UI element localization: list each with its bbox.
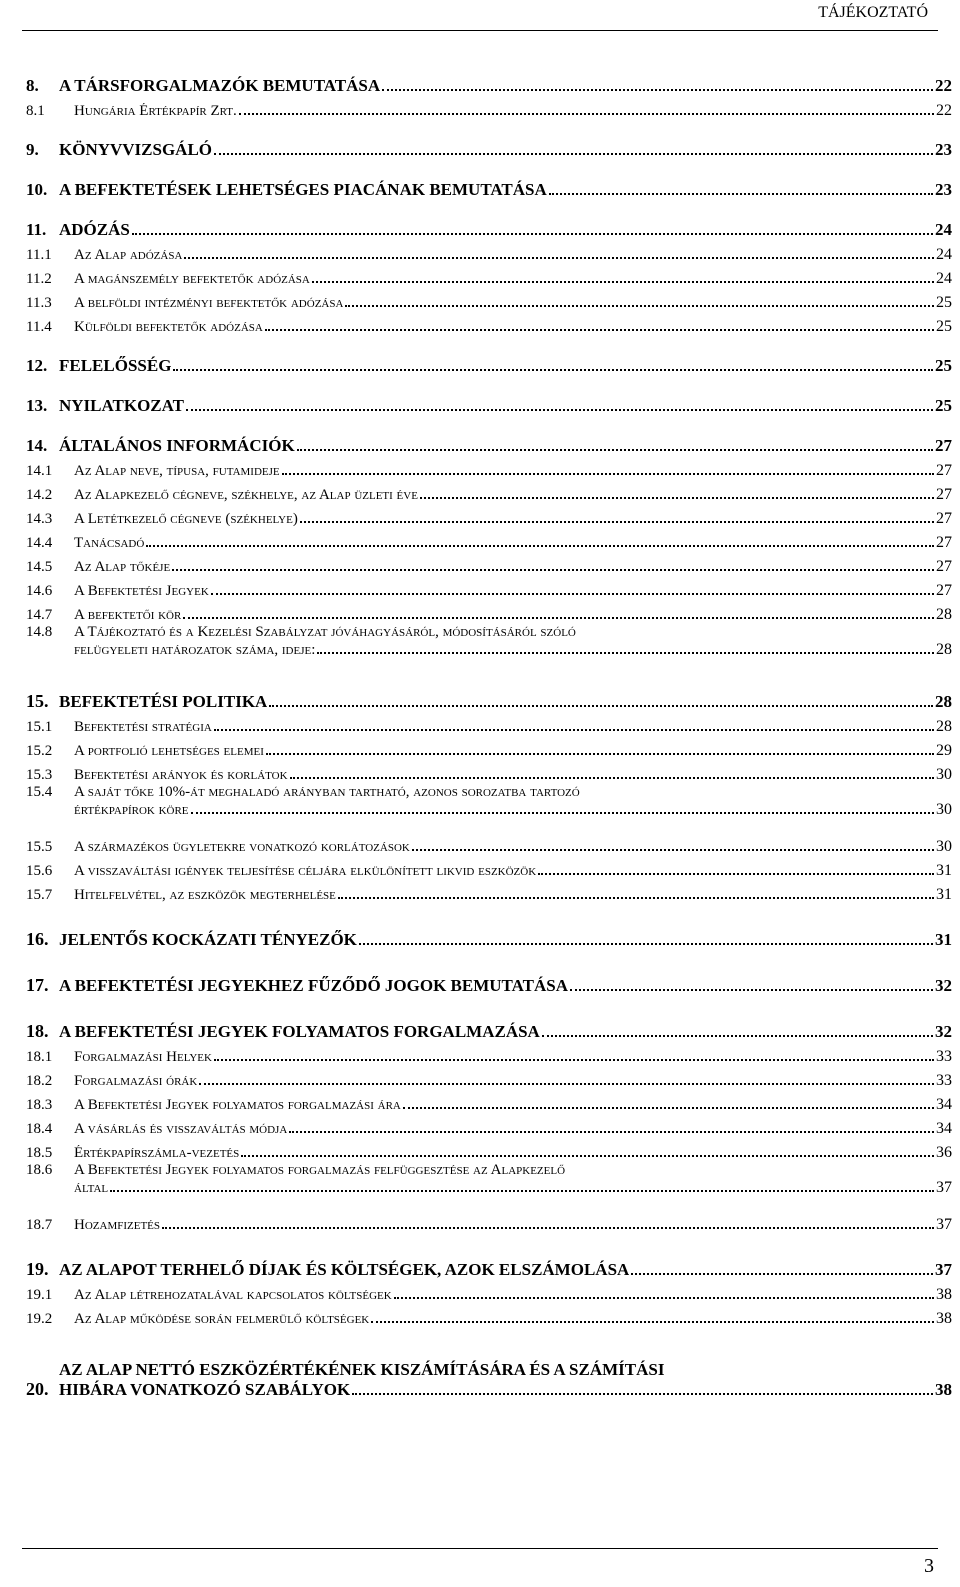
toc-entry-title: A származékos ügyletekre vonatkozó korlátozások (74, 839, 410, 855)
dot-leader (570, 989, 933, 991)
toc-entry-number: 17. (26, 975, 49, 995)
dot-leader (317, 652, 934, 654)
dot-leader (266, 753, 934, 755)
toc-entry-page: 25 (935, 356, 952, 375)
toc-entry-number: 14.2 (26, 487, 53, 503)
toc-entry-page: 27 (936, 558, 952, 575)
toc-entry[interactable] (26, 624, 952, 672)
toc-entry-title: A BEFEKTETÉSI JEGYEKHEZ FŰZŐDŐ JOGOK BEMUTATÁSA (59, 976, 568, 995)
toc-entry[interactable] (26, 1210, 952, 1234)
toc-entry-page: 27 (936, 462, 952, 479)
dot-leader (191, 812, 934, 814)
toc-entry-number: 19. (26, 1259, 49, 1279)
toc-entry-title: Az Alap létrehozatalával kapcsolatos költségek (74, 1287, 392, 1303)
toc-entry[interactable] (26, 1114, 952, 1138)
dot-leader (297, 449, 933, 451)
toc-entry-page: 27 (936, 486, 952, 503)
toc-entry[interactable] (26, 176, 952, 200)
toc-entry-number: 18.6 (26, 1162, 53, 1178)
toc-entry-title: BEFEKTETÉSI POLITIKA (59, 692, 268, 711)
toc-entry-title-continued: által (74, 1180, 109, 1196)
toc-entry-number: 15.2 (26, 743, 53, 759)
toc-entry-title-continued: értékpapírok köre (74, 802, 189, 818)
toc-entry-number: 14.8 (26, 624, 53, 640)
dot-leader (382, 89, 933, 91)
dot-leader (173, 369, 933, 371)
dot-leader (146, 545, 934, 547)
dot-leader (338, 897, 934, 899)
toc-entry-page: 30 (936, 838, 952, 855)
toc-entry-page: 37 (935, 1260, 952, 1279)
toc-entry-title: A BEFEKTETÉSEK LEHETSÉGES PIACÁNAK BEMUTATÁSA (59, 180, 547, 199)
toc-entry-number: 14. (26, 436, 48, 455)
toc-entry[interactable] (26, 600, 952, 624)
toc-entry-page: 27 (936, 534, 952, 551)
toc-entry-title: A Befektetési Jegyek folyamatos forgalmazás felfüggesztése az Alapkezelő (74, 1162, 566, 1178)
toc-entry-page: 29 (936, 742, 952, 759)
dot-leader (214, 729, 934, 731)
toc-entry[interactable] (26, 856, 952, 880)
toc-entry[interactable] (26, 504, 952, 528)
toc-entry[interactable] (26, 264, 952, 288)
toc-entry-title: NYILATKOZAT (59, 396, 185, 415)
toc-entry[interactable] (26, 96, 952, 120)
toc-entry[interactable] (26, 1138, 952, 1162)
toc-entry-title: A Tájékoztató és a Kezelési Szabályzat jóváhagyásáról, módosításáról szóló (74, 624, 576, 640)
dot-leader (403, 1107, 934, 1109)
toc-entry-page: 31 (936, 862, 952, 879)
toc-entry-page: 38 (936, 1310, 952, 1327)
toc-entry[interactable] (26, 528, 952, 552)
toc-entry-number: 13. (26, 396, 48, 415)
dot-leader (289, 1131, 934, 1133)
toc-entry[interactable] (26, 456, 952, 480)
toc-entry-page: 34 (936, 1096, 952, 1113)
toc-entry[interactable] (26, 972, 952, 996)
toc-entry[interactable] (26, 352, 952, 376)
toc-entry[interactable] (26, 1066, 952, 1090)
toc-entry-number: 19.2 (26, 1311, 53, 1327)
toc-entry-number: 18.4 (26, 1121, 53, 1137)
toc-entry-number: 18.2 (26, 1073, 53, 1089)
toc-entry-page: 27 (936, 582, 952, 599)
toc-entry-page: 30 (936, 766, 952, 783)
toc-entry-title: Hozamfizetés (74, 1217, 160, 1233)
toc-entry[interactable] (26, 312, 952, 336)
dot-leader (345, 305, 934, 307)
toc-entry-page: 24 (936, 270, 952, 287)
toc-entry-page: 36 (936, 1144, 952, 1161)
toc-entry-number: 12. (26, 356, 48, 375)
toc-entry-title: A visszaváltási igények teljesítése céljára elkülönített likvid eszközök (74, 863, 537, 879)
toc-entry[interactable] (26, 1018, 952, 1042)
toc-entry-page: 25 (936, 294, 952, 311)
toc-entry-number: 18.7 (26, 1217, 53, 1233)
toc-entry[interactable] (26, 136, 952, 160)
dot-leader (239, 113, 934, 115)
dot-leader (162, 1227, 934, 1229)
toc-entry-title: A belföldi intézményi befektetők adózása (74, 295, 344, 311)
toc-entry-page: 37 (936, 1216, 952, 1233)
dot-leader (538, 873, 934, 875)
toc-entry[interactable] (26, 832, 952, 856)
toc-entry[interactable] (26, 72, 952, 96)
dot-leader (110, 1190, 934, 1192)
toc-entry-number: 11.4 (26, 319, 52, 335)
toc-entry-title: A Befektetési Jegyek (74, 583, 209, 599)
toc-entry-title: A befektetői kör (74, 607, 182, 623)
toc-entry-title: JELENTŐS KOCKÁZATI TÉNYEZŐK (59, 930, 357, 949)
toc-entry-title: A Letétkezelő cégneve (székhelye) (74, 511, 298, 527)
dot-leader (214, 1059, 934, 1061)
toc-entry-title: KÖNYVVIZSGÁLÓ (59, 140, 213, 159)
toc-entry-title: AZ ALAPOT TERHELŐ DÍJAK ÉS KÖLTSÉGEK, AZOK ELSZÁMOLÁSA (59, 1260, 630, 1279)
toc-entry-title: Az Alapkezelő cégneve, székhelye, az Alap üzleti éve (74, 487, 418, 503)
toc-entry-page: 38 (935, 1380, 952, 1399)
toc-entry[interactable] (26, 784, 952, 832)
dot-leader (631, 1273, 933, 1275)
toc-entry-title: Forgalmazási órák (74, 1073, 198, 1089)
toc-entry-page: 27 (936, 510, 952, 527)
toc-entry-number: 15.5 (26, 839, 53, 855)
toc-entry[interactable] (26, 688, 952, 712)
toc-entry[interactable] (26, 1280, 952, 1304)
toc-entry[interactable] (26, 432, 952, 456)
toc-entry-number: 8. (26, 76, 39, 95)
toc-entry-title: Hungária Értékpapír Zrt. (74, 103, 237, 119)
toc-entry[interactable] (26, 1090, 952, 1114)
toc-entry-page: 28 (936, 718, 952, 735)
page-number: 3 (924, 1555, 934, 1577)
toc-entry-title: Forgalmazási Helyek (74, 1049, 212, 1065)
toc-entry-title: Tanácsadó (74, 535, 145, 551)
toc-entry-number: 8.1 (26, 103, 45, 119)
toc-entry-page: 28 (936, 641, 952, 658)
toc-entry-number: 14.1 (26, 463, 53, 479)
toc-entry-number: 11.1 (26, 247, 52, 263)
toc-entry-title: A saját tőke 10%-át meghaladó arányban tartható, azonos sorozatba tartozó (74, 784, 580, 800)
toc-entry-number: 18.3 (26, 1097, 53, 1113)
dot-leader (394, 1297, 934, 1299)
dot-leader (132, 233, 933, 235)
dot-leader (542, 1035, 933, 1037)
toc-entry-number: 14.7 (26, 607, 53, 623)
toc-entry[interactable] (26, 552, 952, 576)
dot-leader (269, 705, 933, 707)
toc-entry-number: 9. (26, 140, 39, 159)
toc-entry-title: A TÁRSFORGALMAZÓK BEMUTATÁSA (59, 76, 381, 95)
toc-entry-page: 25 (936, 318, 952, 335)
dot-leader (183, 617, 934, 619)
toc-entry-number: 11.2 (26, 271, 52, 287)
toc-entry-number: 11.3 (26, 295, 52, 311)
dot-leader (300, 521, 934, 523)
toc-entry-title: ÁLTALÁNOS INFORMÁCIÓK (59, 436, 295, 455)
toc-entry-page: 38 (936, 1286, 952, 1303)
toc-entry-number: 11. (26, 220, 47, 239)
toc-entry[interactable] (26, 1162, 952, 1210)
footer-rule (22, 1548, 938, 1549)
toc-entry-title: A BEFEKTETÉSI JEGYEK FOLYAMATOS FORGALMAZÁSA (59, 1022, 540, 1041)
toc-entry-title: Külföldi befektetők adózása (74, 319, 263, 335)
toc-entry-number: 15.6 (26, 863, 53, 879)
toc-entry-number: 15. (26, 691, 49, 711)
toc-entry-number: 14.5 (26, 559, 53, 575)
toc-entry[interactable] (26, 880, 952, 904)
toc-entry-number: 18.5 (26, 1145, 53, 1161)
toc-entry-title: Az Alap tőkéje (74, 559, 171, 575)
toc-entry-page: 24 (936, 246, 952, 263)
toc-entry[interactable] (26, 392, 952, 416)
toc-entry[interactable] (26, 240, 952, 264)
toc-entry-page: 33 (936, 1072, 952, 1089)
toc-entry-page: 33 (936, 1048, 952, 1065)
toc-entry-page: 24 (935, 220, 952, 239)
toc-entry-title: A portfolió lehetséges elemei (74, 743, 264, 759)
dot-leader (265, 329, 934, 331)
toc-entry-number: 15.7 (26, 887, 53, 903)
dot-leader (371, 1321, 934, 1323)
toc-entry-title: AZ ALAP NETTÓ ESZKÖZÉRTÉKÉNEK KISZÁMÍTÁSÁRA ÉS A SZÁMÍTÁSI (59, 1360, 665, 1379)
toc-entry-number: 19.1 (26, 1287, 53, 1303)
toc-entry[interactable] (26, 1042, 952, 1066)
toc-entry-title: A vásárlás és visszaváltás módja (74, 1121, 288, 1137)
toc-entry[interactable] (26, 480, 952, 504)
toc-entry[interactable] (26, 216, 952, 240)
dot-leader (359, 943, 933, 945)
toc-entry-number: 18. (26, 1021, 49, 1041)
toc-entry[interactable] (26, 926, 952, 950)
toc-entry-title-continued: felügyeleti határozatok száma, ideje: (74, 642, 316, 658)
toc-entry-page: 30 (936, 801, 952, 818)
toc-entry-page: 27 (935, 436, 952, 455)
toc-entry-title: Befektetési stratégia (74, 719, 212, 735)
dot-leader (312, 281, 934, 283)
table-of-contents (26, 72, 952, 1400)
toc-entry-number: 14.6 (26, 583, 53, 599)
toc-entry-title: A magánszemély befektetők adózása (74, 271, 310, 287)
dot-leader (172, 569, 934, 571)
dot-leader (282, 473, 934, 475)
toc-entry-number: 14.4 (26, 535, 53, 551)
toc-entry-page: 28 (935, 692, 952, 711)
toc-entry[interactable] (26, 712, 952, 736)
dot-leader (241, 1155, 934, 1157)
toc-entry[interactable] (26, 1350, 952, 1400)
dot-leader (290, 777, 934, 779)
toc-entry-page: 28 (936, 606, 952, 623)
toc-entry-page: 34 (936, 1120, 952, 1137)
toc-entry-number: 15.3 (26, 767, 53, 783)
toc-entry-page: 23 (935, 180, 952, 199)
dot-leader (199, 1083, 934, 1085)
toc-entry-title: Az Alap működése során felmerülő költségek (74, 1311, 370, 1327)
toc-entry-title: Az Alap neve, típusa, futamideje (74, 463, 280, 479)
toc-entry-number: 10. (26, 180, 48, 199)
toc-entry-page: 32 (935, 1022, 952, 1041)
toc-entry-title: Értékpapírszámla-vezetés (74, 1145, 240, 1161)
dot-leader (420, 497, 934, 499)
toc-entry[interactable] (26, 1304, 952, 1328)
toc-entry-title: FELELŐSSÉG (59, 356, 172, 375)
toc-entry-title-continued: HIBÁRA VONATKOZÓ SZABÁLYOK (59, 1380, 351, 1399)
dot-leader (211, 593, 934, 595)
toc-entry-title: Befektetési arányok és korlátok (74, 767, 288, 783)
dot-leader (549, 193, 933, 195)
dot-leader (214, 153, 933, 155)
toc-entry[interactable] (26, 1256, 952, 1280)
toc-entry-number: 20. (26, 1379, 49, 1399)
toc-entry-title: Az Alap adózása (74, 247, 183, 263)
toc-entry-number: 15.1 (26, 719, 53, 735)
toc-entry[interactable] (26, 576, 952, 600)
toc-entry-title: Hitelfelvétel, az eszközök megterhelése (74, 887, 336, 903)
toc-entry-page: 31 (935, 930, 952, 949)
dot-leader (186, 409, 933, 411)
toc-entry[interactable] (26, 760, 952, 784)
toc-entry-page: 31 (936, 886, 952, 903)
toc-entry-page: 37 (936, 1179, 952, 1196)
toc-entry-page: 32 (935, 976, 952, 995)
dot-leader (184, 257, 934, 259)
toc-entry-title: ADÓZÁS (59, 220, 130, 239)
dot-leader (352, 1393, 933, 1395)
toc-entry-number: 18.1 (26, 1049, 53, 1065)
toc-entry-page: 22 (935, 76, 952, 95)
toc-entry[interactable] (26, 288, 952, 312)
toc-entry-number: 15.4 (26, 784, 53, 800)
dot-leader (412, 849, 934, 851)
toc-entry[interactable] (26, 736, 952, 760)
running-header: TÁJÉKOZTATÓ (818, 4, 928, 21)
toc-entry-page: 25 (935, 396, 952, 415)
toc-entry-title: A Befektetési Jegyek folyamatos forgalmazási ára (74, 1097, 401, 1113)
toc-entry-page: 23 (935, 140, 952, 159)
toc-entry-number: 14.3 (26, 511, 53, 527)
toc-entry-number: 16. (26, 929, 49, 949)
header-rule (22, 30, 938, 31)
toc-entry-page: 22 (936, 102, 952, 119)
